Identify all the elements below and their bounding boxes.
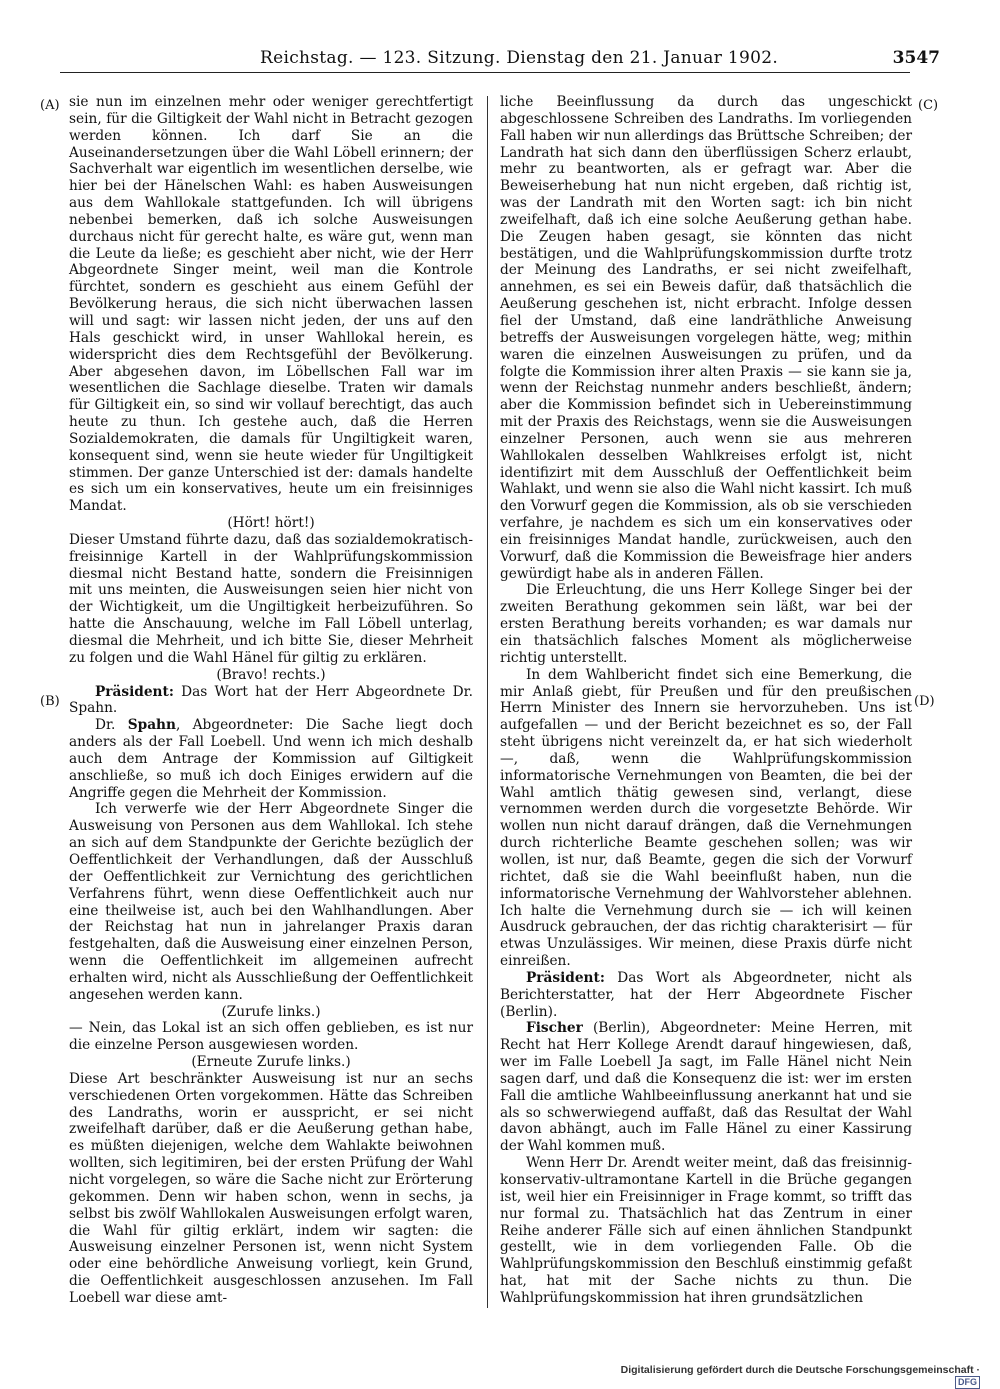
interjection: (Bravo! rechts.) — [216, 666, 326, 683]
margin-marker-a: (A) — [40, 98, 60, 113]
digitization-credit — [590, 1364, 980, 1387]
speaker-title: Dr. — [95, 717, 128, 734]
speaker-name: Fischer — [526, 1020, 583, 1037]
speaker-paragraph — [500, 1020, 912, 1155]
speaker-paragraph — [69, 717, 473, 801]
paragraph: sie nun im einzelnen mehr oder weniger gerechtfertigt sein, für die Giltigkeit der Wahl nicht in Betracht gezogen werden können. Ich darf Sie an die Auseinandersetzungen über die Wahl Löbell erinnern; der Sachverhalt war eigentlich im wesentlichen derselbe, wie hier bei der Hänelschen Wahl: es haben Ausweisungen aus dem Wahllokale stattgefunden. Ich will übrigens nebenbei bemerken, daß ich solche Ausweisungen durchaus nicht für gerecht halte, es wäre gut, wenn man die Leute da ließe; es geschieht aber nicht, wie der Herr Abgeordnete Singer meint, weil man die Kontrole fürchtet, sondern es geschieht aus einem Gefühl der Bevölkerung heraus, die sich nicht überwachen lassen will und sagt: wir lassen nicht jeden, der uns auf den Hals geschickt wird, in unser Wahllokal herein, es widerspricht dies dem Rechtsgefühl der Bevölkerung. Aber abgesehen davon, im Löbellschen Fall war im wesentlichen die Sachlage dieselbe. Traten wir damals für Giltigkeit ein, so sind wir vollauf berechtigt, das auch heute zu thun. Ich gestehe auch, daß die Herren Sozialdemokraten, die damals für Ungiltigkeit waren, konsequent sind, wenn sie heute wieder für Ungiltigkeit stimmen. Der ganze Unterschied ist der: damals handelte es sich um ein konservatives, heute um ein freisinniges Mandat. — [69, 94, 473, 515]
paragraph: Wenn Herr Dr. Arendt weiter meint, daß das freisinnig-konservativ-ultramontane Kartell in die Brüche gegangen ist, weil hier ein Freisinniger in Frage kommt, so trifft das nur formal zu. Thatsächlich hat das Zentrum in einer Reihe anderer Fälle sich auf einen ähnlichen Standpunkt gestellt, wie in dem vorliegenden Falle. Ob die Wahlprüfungskommission den Beschluß einstimmig gefaßt hat, hat mit der Sache nichts zu thun. Die Wahlprüfungskommission hat ihren grundsätzlichen — [500, 1155, 912, 1306]
speech-text: , Abgeordneter: Die Sache liegt doch anders als der Fall Loebell. Und wenn ich mich deshalb auch dem Antrage der Kommission auf Giltigkeit anschließe, so muß ich doch Einiges erwidern auf die Angriffe gegen die Mehrheit der Kommission. — [69, 717, 473, 801]
interjection: (Zurufe links.) — [221, 1003, 321, 1020]
page-header — [60, 46, 940, 73]
speech-text: Das Wort als Abgeordneter, nicht als Berichterstatter, hat der Herr Abgeordnete Fischer (Berlin). — [500, 969, 912, 1020]
interjection: (Erneute Zurufe links.) — [191, 1054, 351, 1071]
paragraph: Die Erleuchtung, die uns Herr Kollege Singer bei der zweiten Berathung gekommen sein läßt, war bei der ersten Berathung bereits vorhanden; es war damals nur ein thatsächlich falsches Moment als möglicherweise richtig unterstellt. — [500, 582, 912, 666]
speaker-label: Präsident: — [95, 683, 174, 700]
speech-text: (Berlin), Abgeordneter: Meine Herren, mit Recht hat Herr Kollege Arendt darauf hingewiesen, daß, wer im Falle Loebell Ja sagt, im Falle Hänel nicht Nein sagen darf, und daß die Konsequenz die ist: wer im ersten Fall die amtliche Wahlbeeinflussung anerkannt hat und sie als so schwerwiegend auffaßt, daß das Resultat der Wahl davon abhängt, auch im Falle Hänel zu einer Kassirung der Wahl kommen muß. — [500, 1020, 912, 1155]
speaker-paragraph — [69, 684, 473, 718]
paragraph: In dem Wahlbericht findet sich eine Bemerkung, die mir Anlaß giebt, für Preußen und für den preußischen Herrn Minister des Innern sie hervorzuheben. Uns ist aufgefallen — und der Bericht bezeichnet es so, der Fall steht übrigens nicht vereinzelt da, er hat sich wiederholt —, daß, wenn die Wahlprüfungskommission informatorische Vernehmungen von Beamten, die bei der Wahl amtlich thätig gewesen sind, verlangt, diese vernommen werden durch die vorgesetzte Behörde. Wir wollen nun nicht darauf drängen, daß die Vernehmungen durch richterliche Beamte geschehen sollen; was wir wollen, ist nur, daß Beamte, gegen die sich der Vorwurf richtet, daß sie die Wahl beeinflußt haben, nun die informatorische Vernehmung der Wahlvorsteher ablehnen. Ich halte die Vernehmung durch sie — ich will keinen Ausdruck gebrauchen, der das richtig charakterisirt — für etwas Unzulässiges. Wir meinen, diese Praxis dürfe nicht einreißen. — [500, 666, 912, 970]
dfg-logo: DFG — [955, 1376, 980, 1389]
right-column — [500, 94, 912, 1307]
credit-text: Digitalisierung gefördert durch die Deutsche Forschungsgemeinschaft · — [620, 1364, 980, 1376]
interjection: (Hört! hört!) — [227, 515, 315, 532]
paragraph: — Nein, das Lokal ist an sich offen geblieben, es ist nur die einzelne Person ausgewiesen worden. — [69, 1020, 473, 1054]
paragraph: Ich verwerfe wie der Herr Abgeordnete Singer die Ausweisung von Personen aus dem Wahllokal. Ich stehe an sich auf dem Standpunkte der Gerichte bezüglich der Oeffentlichkeit der Verhandlungen, daß der Ausschluß der Oeffentlichkeit zur Vernichtung des gerichtlichen Verfahrens führt, wenn diese Oeffentlichkeit auch nur eine theilweise ist, auch bei den Wahlhandlungen. Aber der Reichstag hat nun in jahrelanger Praxis daran festgehalten, daß die Ausweisung einer einzelnen Person, wenn die Oeffentlichkeit im allgemeinen aufrecht erhalten wird, nicht als Ausschließung der Oeffentlichkeit angesehen werden kann. — [69, 801, 473, 1003]
paragraph: Dieser Umstand führte dazu, daß das sozialdemokratisch-freisinnige Kartell in der Wahlprüfungskommission diesmal nicht Bestand hatte, sondern die Freisinnigen mit uns meinten, die Ausweisungen seien hier nicht von der Wichtigkeit, um die Ungiltigkeit herbeizuführen. So hatte die Anschauung, welche im Fall Löbell unterlag, diesmal die Mehrheit, und ich bitte Sie, dieser Mehrheit zu folgen und die Wahl Hänel für giltig zu erklären. — [69, 531, 473, 666]
speaker-paragraph — [500, 970, 912, 1021]
running-title: Reichstag. — 123. Sitzung. Dienstag den 21. Januar 1902. — [260, 48, 779, 68]
margin-marker-c: (C) — [918, 98, 939, 113]
paragraph: liche Beeinflussung da durch das ungeschickt abgeschlossene Schreiben des Landraths. Im vorliegenden Fall haben wir nun allerdings das Brüttsche Schreiben; der Landrath hat sich dann den überflüssigen Scherz erlaubt, mehr zu beantworten, als er gefragt war. Aber die Beweiserhebung hat nun nicht ergeben, daß richtig ist, was der Landrath mit den Worten sagt: ich bin nicht zweifelhaft, daß ich eine solche Aeußerung gethan habe. Die Zeugen haben gesagt, sie könnten das nicht bestätigen, und die Wahlprüfungskommission durfte trotz der Meinung des Landraths, er sei nicht zweifelhaft, annehmen, es sei ein Beweis dafür, daß thatsächlich die Aeußerung geschehen ist, nicht erbracht. Infolge dessen fiel der Umstand, daß eine landräthliche Anweisung betreffs der Ausweisungen vorgelegen hätte, weg; mithin waren die einzelnen Ausweisungen zu prüfen, und da folgte die Kommission ihrer alten Praxis — sie kann sie ja, wenn der Reichstag nunmehr anders beschließt, ändern; aber die Kommission befindet sich in Uebereinstimmung mit der Praxis des Reichstags, wenn sie die Ausweisungen einzelner Personen, auch wenn sie aus mehreren Wahllokalen desselben Wahlkreises erfolgt ist, nicht identifizirt mit dem Ausschluß der Oeffentlichkeit beim Wahlakt, und wenn sie also die Wahl nicht kassirt. Ich muß den Vorwurf gegen die Kommission, als ob sie verschieden verfahre, je nachdem es sich um ein konservatives oder ein freisinniges Mandat handle, zurückweisen, auch den Vorwurf, daß die Kommission die Beweisfrage hier anders gewürdigt habe als in anderen Fällen. — [500, 94, 912, 582]
speech-text: Das Wort hat der Herr Abgeordnete Dr. Spahn. — [69, 683, 473, 717]
left-column — [69, 94, 473, 1307]
speaker-name: Spahn — [127, 717, 176, 734]
margin-marker-b: (B) — [40, 694, 60, 709]
page-number: 3547 — [892, 48, 940, 68]
paragraph: Diese Art beschränkter Ausweisung ist nur an sechs verschiedenen Orten vorgekommen. Hätte das Schreiben des Landraths, worin er ausspricht, er sei nicht zweifelhaft darüber, daß er die Aeußerung gethan habe, es müßten diejenigen, welche dem Wahlakte beiwohnen wollten, sich legitimiren, bei der ersten Prüfung der Wahl nicht vorgelegen, so wäre die Sache nicht zur Erörterung gekommen. Denn wir haben schon, wenn in sechs, ja selbst bis zwölf Wahllokalen Ausweisungen erfolgt waren, die Wahl für giltig erklärt, indem wir sagten: die Ausweisung einzelner Personen ist, wenn nicht System oder eine behördliche Anweisung vorliegt, kein Grund, die Oeffentlichkeit ausgeschlossen anzusehen. Im Fall Loebell war diese amt- — [69, 1070, 473, 1306]
margin-marker-d: (D) — [914, 694, 935, 709]
column-divider — [487, 96, 488, 1308]
speaker-label: Präsident: — [526, 969, 605, 986]
